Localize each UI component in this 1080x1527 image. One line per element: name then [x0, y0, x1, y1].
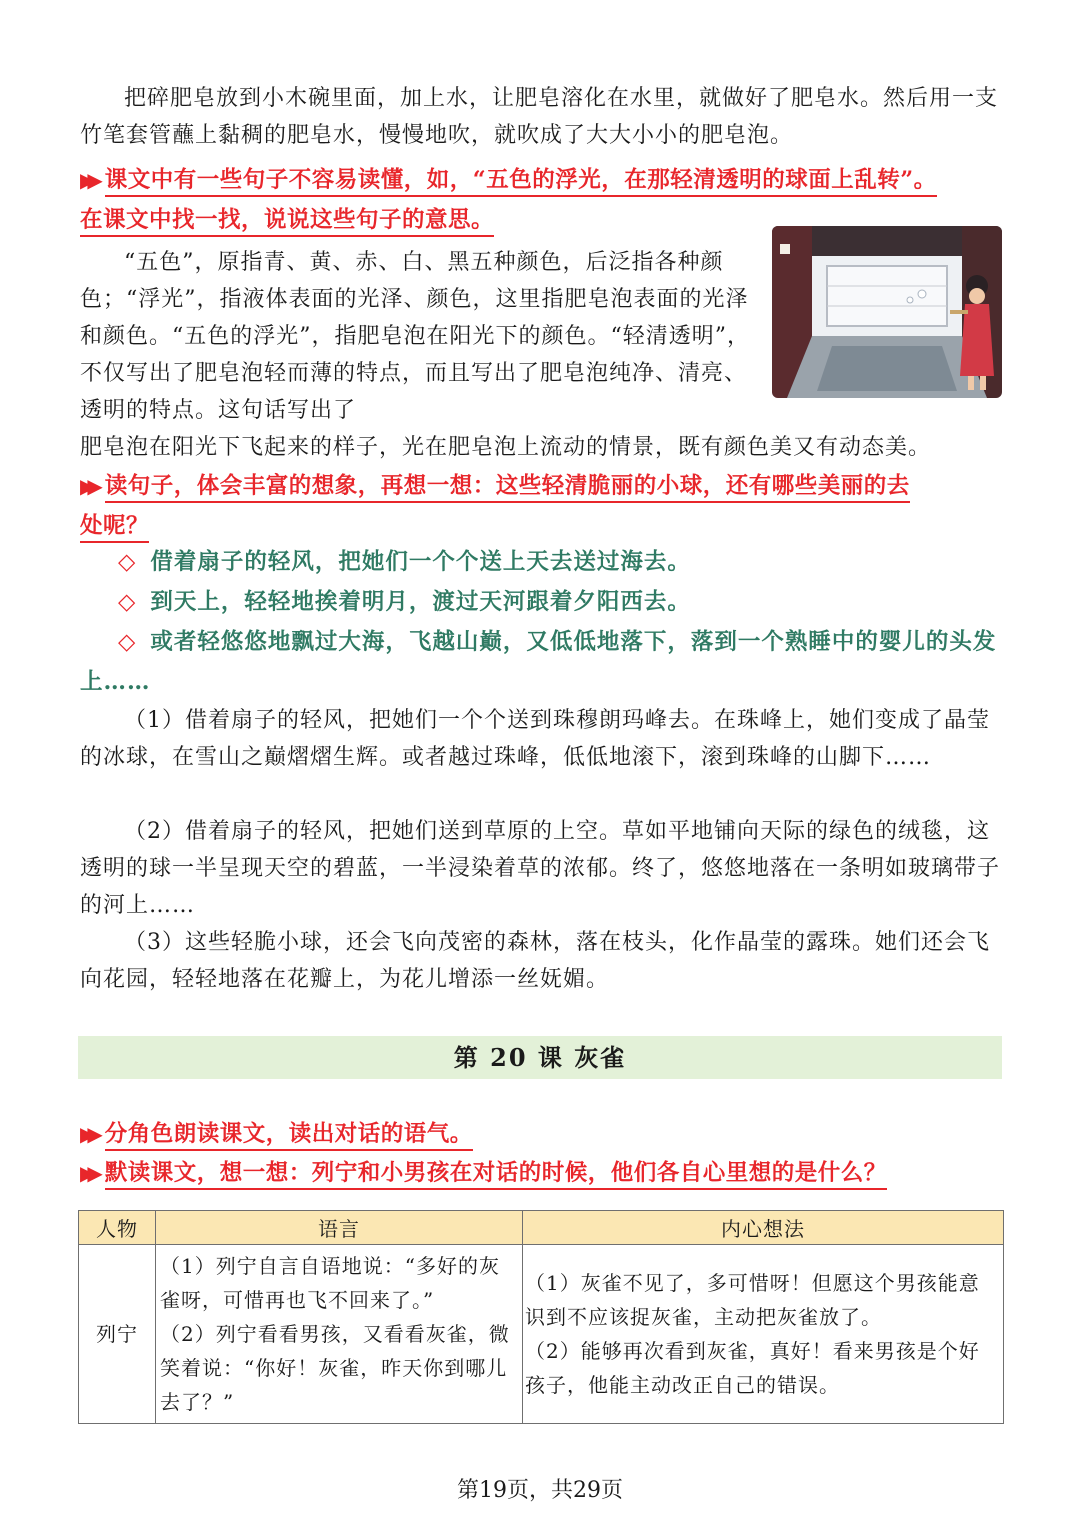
cell-thought [523, 1245, 1004, 1424]
quote-3 [80, 622, 1002, 702]
answer-2-item-2: （2）借着扇子的轻风，把她们送到草原的上空。草如平地铺向天际的绿色的绒毯，这透明的球一半呈现天空的碧蓝，一半浸染着草的浓郁。终了，悠悠地落在一条明如玻璃带子的河上…… [80, 819, 1001, 918]
question-2-line-1: 读句子，体会丰富的想象，再想一想：这些轻清脆丽的小球，还有哪些美丽的去 [105, 473, 910, 503]
page-footer: 第19页，共29页 [457, 1478, 623, 1503]
quote-3-text: 或者轻悠悠地飘过大海，飞越山巅，又低低地落下，落到一个熟睡中的婴儿的头发上…… [80, 629, 997, 695]
header-speech: 语言 [156, 1211, 523, 1245]
answer-1-paragraph: “五色”，原指青、黄、赤、白、黑五种颜色，后泛指各种颜色；“浮光”，指液体表面的光泽、颜色，这里指肥皂泡表面的光泽和颜色。“五色的浮光”，指肥皂泡在阳光下的颜色。“轻清透明”，不仅写出了肥皂泡轻而薄的特点，而且写出了肥皂泡纯净、清亮、透明的特点。这句话写出了 [80, 250, 750, 423]
question-4 [80, 1153, 1010, 1193]
double-triangle-arrow-icon: ▶▶ [80, 1122, 95, 1146]
intro-paragraph: 把碎肥皂放到小木碗里面，加上水，让肥皂溶化在水里，就做好了肥皂水。然后用一支竹笔套管蘸上黏稠的肥皂水，慢慢地吹，就吹成了大大小小的肥皂泡。 [80, 86, 999, 148]
double-triangle-arrow-icon: ▶▶ [80, 1161, 95, 1185]
quote-2 [80, 582, 1002, 622]
question-1-line-2: 在课文中找一找，说说这些句子的意思。 [80, 207, 494, 237]
speech-item-1: （1）列宁自言自语地说：“多好的灰雀呀，可惜再也飞不回来了。” [160, 1254, 500, 1312]
question-3-text: 分角色朗读课文，读出对话的语气。 [105, 1121, 473, 1151]
question-2-line-2: 处呢？ [80, 513, 149, 543]
thought-item-2: （2）能够再次看到灰雀，真好！看来男孩是个好孩子，他能主动改正自己的错误。 [525, 1339, 980, 1397]
header-thought: 内心想法 [523, 1211, 1004, 1245]
diamond-outline-icon: ◇ [118, 549, 137, 575]
lesson-title: 第 20 课 灰雀 [453, 1043, 627, 1072]
answer-2-item-3: （3）这些轻脆小球，还会飞向茂密的森林，落在枝头，化作晶莹的露珠。她们还会飞向花园，轻轻地落在花瓣上，为花儿增添一丝妩媚。 [80, 930, 990, 992]
double-triangle-arrow-icon: ▶▶ [80, 168, 95, 192]
question-3 [80, 1114, 1010, 1154]
cell-speech [156, 1245, 523, 1424]
question-2 [80, 466, 1010, 546]
quote-1-text: 借着扇子的轻风，把她们一个个送上天去送过海去。 [150, 549, 691, 575]
cell-person: 列宁 [79, 1245, 156, 1424]
lesson-title-band [78, 1036, 1002, 1079]
header-person: 人物 [79, 1211, 156, 1245]
table-row [79, 1245, 1004, 1424]
quote-2-text: 到天上，轻轻地挨着明月，渡过天河跟着夕阳西去。 [150, 589, 691, 615]
girl-blowing-bubbles-illustration [772, 226, 1002, 398]
quote-1 [80, 542, 1002, 582]
character-thought-table [78, 1210, 1004, 1424]
question-1-line-1: 课文中有一些句子不容易读懂，如，“五色的浮光，在那轻清透明的球面上乱转”。 [105, 167, 937, 197]
diamond-outline-icon: ◇ [118, 589, 137, 615]
double-triangle-arrow-icon: ▶▶ [80, 474, 95, 498]
answer-2-item-1: （1）借着扇子的轻风，把她们一个个送到珠穆朗玛峰去。在珠峰上，她们变成了晶莹的冰球，在雪山之巅熠熠生辉。或者越过珠峰，低低地滚下，滚到珠峰的山脚下…… [80, 708, 990, 770]
lesson-illustration [772, 226, 1002, 398]
speech-item-2: （2）列宁看看男孩，又看看灰雀，微笑着说：“你好！灰雀，昨天你到哪儿去了？” [160, 1322, 510, 1414]
answer-1-tail: 肥皂泡在阳光下飞起来的样子，光在肥皂泡上流动的情景，既有颜色美又有动态美。 [80, 435, 932, 460]
table-header-row [79, 1211, 1004, 1245]
thought-item-1: （1）灰雀不见了，多可惜呀！但愿这个男孩能意识到不应该捉灰雀，主动把灰雀放了。 [525, 1271, 980, 1329]
diamond-outline-icon: ◇ [118, 629, 137, 655]
question-4-text: 默读课文，想一想：列宁和小男孩在对话的时候，他们各自心里想的是什么？ [105, 1160, 887, 1190]
